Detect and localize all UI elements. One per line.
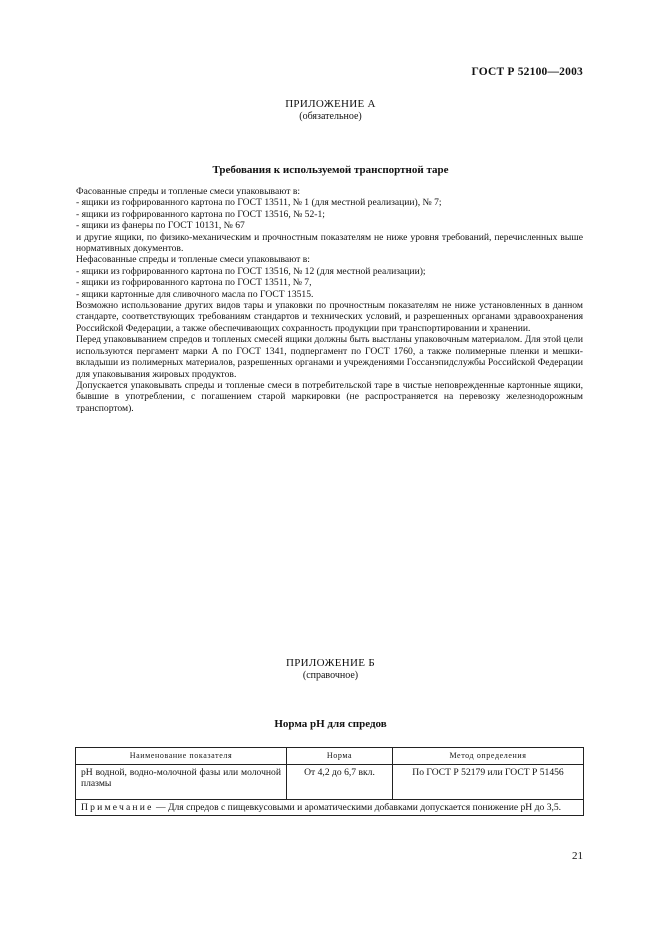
table-header-row <box>76 748 584 765</box>
note-text: — Для спредов с пищевкусовыми и ароматическими добавками допускается понижение рН до 3,5. <box>153 802 562 813</box>
note-label: Примечание <box>81 802 154 813</box>
list-item: - ящики из фанеры по ГОСТ 10131, № 67 <box>76 220 245 232</box>
appendix-a-body <box>76 186 583 414</box>
appendix-a-status: (обязательное) <box>299 111 362 122</box>
table-note <box>76 800 584 816</box>
paragraph: Перед упаковыванием спредов и топленых смесей ящики должны быть выстланы упаковочным материалом. Для этой цели используются пергамент марки А по ГОСТ 1341, подпергамент по ГОСТ 1760, а также полимерные пленки и мешки-вкладыши из полимерных материалов, разрешенных органами и учреждениями Госсанэпидслужбы Российской Федерации для упаковывания жировых продуктов. <box>76 334 583 380</box>
appendix-a-section-title: Требования к используемой транспортной таре <box>212 164 449 176</box>
list-item: - ящики из гофрированного картона по ГОСТ 13511, № 7, <box>76 277 312 289</box>
appendix-b-status: (справочное) <box>302 670 359 681</box>
paragraph: и другие ящики, по физико-механическим и прочностным показателям не ниже уровня требований, перечисленных выше нормативных документов. <box>76 231 583 255</box>
column-header: Наименование показателя <box>76 748 287 765</box>
standard-code: ГОСТ Р 52100—2003 <box>471 66 583 78</box>
column-header: Норма <box>287 748 393 765</box>
list-item: - ящики из гофрированного картона по ГОСТ 13516, № 12 (для местной реализации); <box>76 265 426 277</box>
table-note-row <box>76 800 584 816</box>
paragraph: Возможно использование других видов тары и упаковки по прочностным показателям не ниже установленных в данном стандарте, соответствующих требованиям стандартов и технических условий, и разрешенных органами здравоохранения Российской Федерации, а также обеспечивающих сохранность продукции при транспортировании и хранении. <box>76 300 583 334</box>
appendix-a-title: ПРИЛОЖЕНИЕ А <box>285 98 376 110</box>
appendix-b-title: ПРИЛОЖЕНИЕ Б <box>286 657 375 669</box>
table-row <box>76 765 584 800</box>
table-cell: рН водной, водно-молочной фазы или молочной плазмы <box>76 765 287 800</box>
table-cell: По ГОСТ Р 52179 или ГОСТ Р 51456 <box>393 765 584 800</box>
appendix-b-section-title: Норма рН для спредов <box>274 718 387 730</box>
page-number: 21 <box>572 850 583 862</box>
list-item: - ящики из гофрированного картона по ГОСТ 13511, № 1 (для местной реализации), № 7; <box>76 197 442 209</box>
ph-table <box>75 747 584 816</box>
paragraph: Нефасованные спреды и топленые смеси упаковывают в: <box>76 254 310 266</box>
paragraph: Фасованные спреды и топленые смеси упаковывают в: <box>76 186 301 197</box>
column-header: Метод определения <box>393 748 584 765</box>
list-item: - ящики картонные для сливочного масла по ГОСТ 13515. <box>76 288 314 300</box>
paragraph: Допускается упаковывать спреды и топленые смеси в потребительской таре в чистые неповрежденные картонные ящики, бывшие в употреблении, с погашением старой маркировки (не распространяется на перевозку железнодорожным транспортом). <box>76 379 583 414</box>
list-item: - ящики из гофрированного картона по ГОСТ 13516, № 52-1; <box>76 208 325 220</box>
table-cell: От 4,2 до 6,7 вкл. <box>287 765 393 800</box>
